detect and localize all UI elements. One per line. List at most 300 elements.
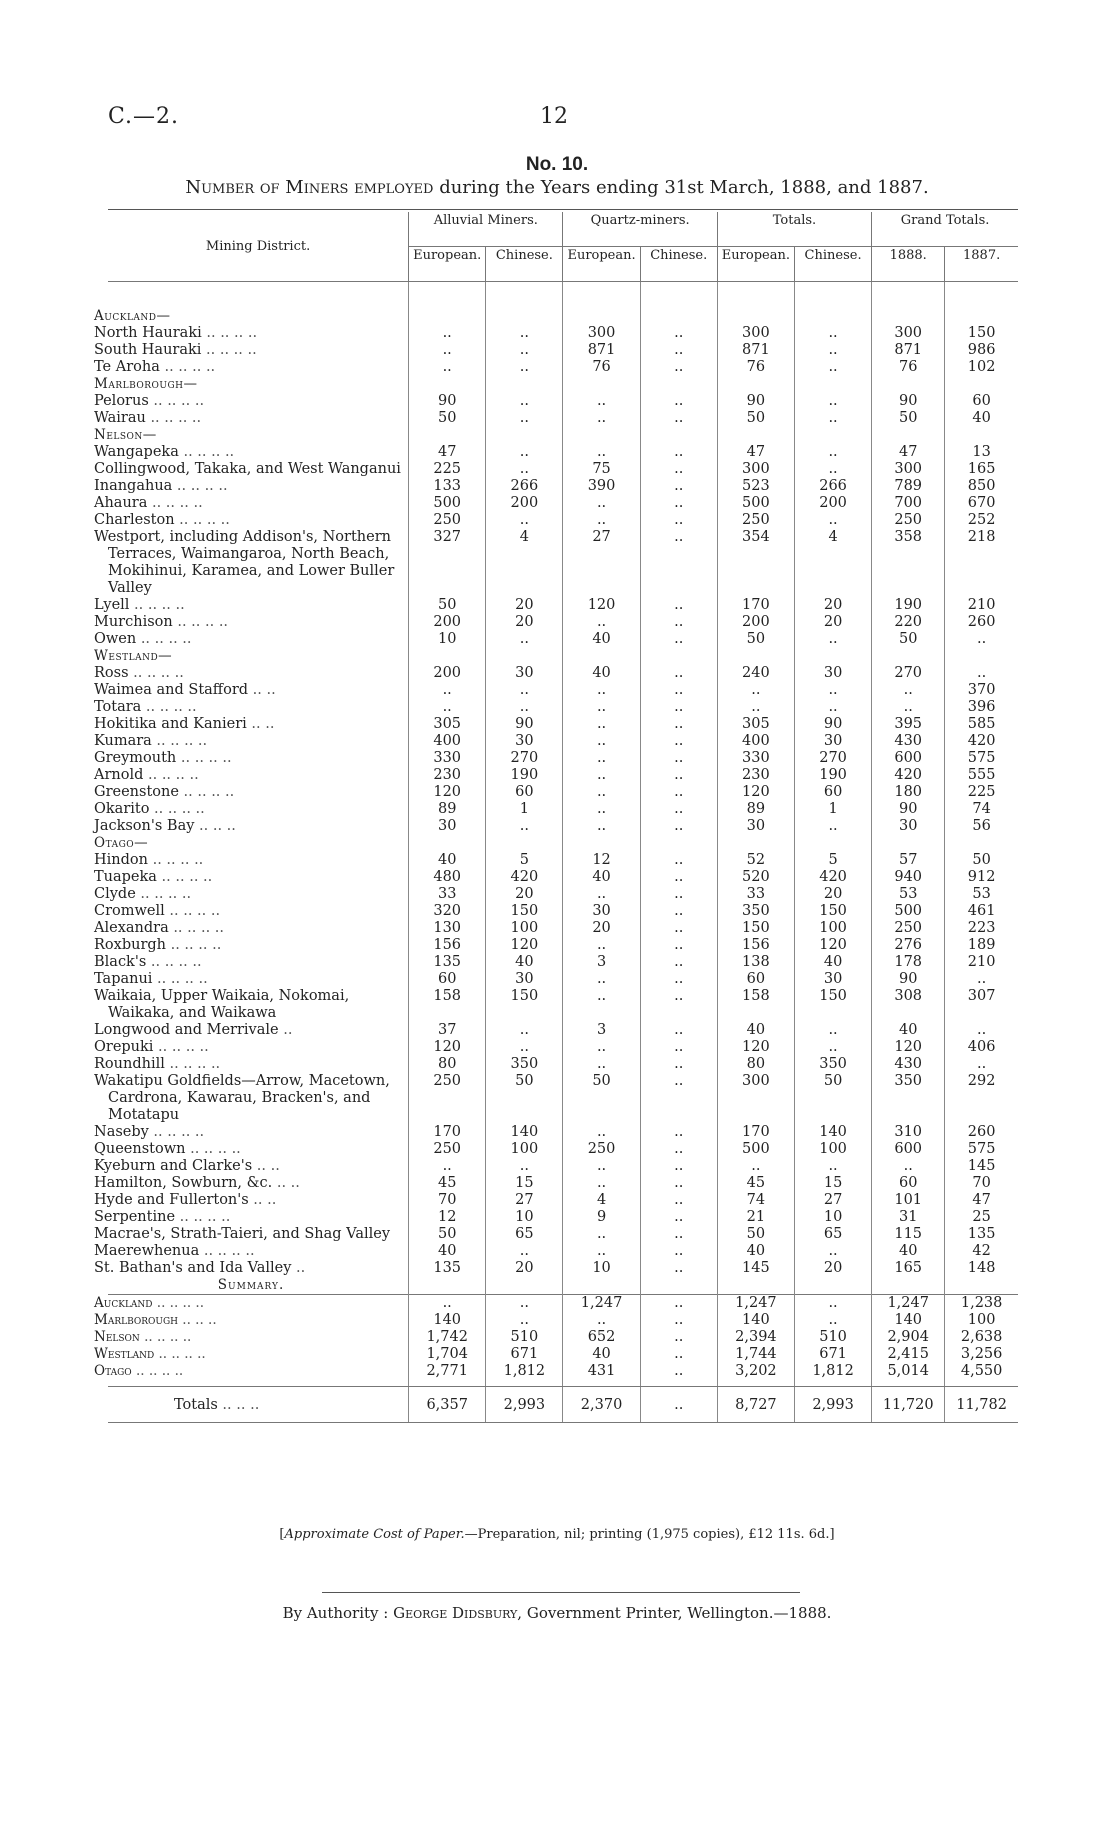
- dot-leader: .. .. .. ..: [147, 852, 204, 868]
- value-cell: ..: [640, 1260, 717, 1277]
- summary-value-cell: 1,742: [409, 1329, 486, 1346]
- district-label: [94, 1226, 409, 1243]
- value-cell: ..: [794, 1039, 871, 1056]
- value-cell: 60: [945, 393, 1018, 410]
- table-row: [108, 886, 1018, 903]
- value-cell: ..: [794, 682, 871, 699]
- dot-leader: .. .. .. ..: [136, 631, 192, 647]
- value-cell: ..: [486, 444, 563, 461]
- summary-value-cell: 510: [794, 1329, 871, 1346]
- empty-cell: [486, 835, 563, 852]
- district-name: South Hauraki: [94, 342, 202, 358]
- summary-region-name: Auckland: [94, 1295, 153, 1311]
- totals-label: [108, 1387, 409, 1423]
- district-label: [94, 614, 409, 631]
- district-name: Owen: [94, 631, 137, 647]
- value-cell: ..: [640, 359, 717, 376]
- dot-leader: .. .. .. ..: [145, 410, 202, 426]
- value-cell: ..: [486, 699, 563, 716]
- summary-value-cell: 2,415: [872, 1346, 945, 1363]
- value-cell: 65: [486, 1226, 563, 1243]
- totals-value-cell: ..: [640, 1387, 717, 1423]
- value-cell: 90: [872, 801, 945, 818]
- district-name: Greenstone: [94, 784, 179, 800]
- summary-value-cell: 652: [563, 1329, 640, 1346]
- dot-leader: .. .. .. ..: [128, 665, 184, 681]
- value-cell: 100: [794, 1141, 871, 1158]
- value-cell: 4: [794, 529, 871, 597]
- value-cell: ..: [486, 631, 563, 648]
- value-cell: 250: [872, 920, 945, 937]
- empty-cell: [640, 308, 717, 325]
- value-cell: 40: [409, 852, 486, 869]
- dot-leader: ..: [291, 1260, 306, 1276]
- value-cell: 57: [872, 852, 945, 869]
- value-cell: ..: [945, 665, 1018, 682]
- value-cell: 3: [563, 954, 640, 971]
- dot-leader: .. ..: [246, 716, 275, 732]
- value-cell: 40: [409, 1243, 486, 1260]
- value-cell: ..: [794, 410, 871, 427]
- dot-leader: .. .. .. ..: [172, 614, 229, 630]
- table-row: [108, 444, 1018, 461]
- value-cell: ..: [409, 325, 486, 342]
- district-name: Inangahua: [94, 478, 173, 494]
- value-cell: ..: [945, 631, 1018, 648]
- value-cell: 30: [794, 665, 871, 682]
- value-cell: 100: [794, 920, 871, 937]
- value-cell: 523: [717, 478, 794, 495]
- value-cell: 276: [872, 937, 945, 954]
- value-cell: 120: [717, 1039, 794, 1056]
- value-cell: 80: [409, 1056, 486, 1073]
- value-cell: ..: [794, 512, 871, 529]
- value-cell: 158: [409, 988, 486, 1022]
- value-cell: 420: [486, 869, 563, 886]
- summary-value-cell: 1,812: [794, 1363, 871, 1387]
- value-cell: 200: [486, 495, 563, 512]
- value-cell: ..: [794, 1022, 871, 1039]
- value-cell: ..: [640, 1192, 717, 1209]
- value-cell: ..: [640, 784, 717, 801]
- value-cell: ..: [409, 359, 486, 376]
- value-cell: 396: [945, 699, 1018, 716]
- header-totals: Totals.: [717, 212, 871, 247]
- value-cell: ..: [486, 461, 563, 478]
- value-cell: ..: [563, 971, 640, 988]
- value-cell: ..: [794, 1158, 871, 1175]
- table-row: [108, 1039, 1018, 1056]
- value-cell: 40: [717, 1022, 794, 1039]
- value-cell: 75: [563, 461, 640, 478]
- header-alluvial: Alluvial Miners.: [409, 212, 563, 247]
- value-cell: 270: [794, 750, 871, 767]
- value-cell: 200: [409, 665, 486, 682]
- totals-value-cell: 2,993: [794, 1387, 871, 1423]
- table-row: [108, 1192, 1018, 1209]
- table-row: [108, 1124, 1018, 1141]
- value-cell: 60: [872, 1175, 945, 1192]
- value-cell: 40: [794, 954, 871, 971]
- value-cell: ..: [640, 1022, 717, 1039]
- table-number: No. 10.: [525, 154, 589, 175]
- value-cell: 170: [717, 1124, 794, 1141]
- district-label: [94, 869, 409, 886]
- value-cell: ..: [563, 1056, 640, 1073]
- value-cell: 10: [409, 631, 486, 648]
- value-cell: ..: [409, 699, 486, 716]
- value-cell: 150: [717, 920, 794, 937]
- dot-leader: .. .. .. ..: [154, 1346, 206, 1362]
- value-cell: ..: [640, 886, 717, 903]
- summary-value-cell: 140: [872, 1312, 945, 1329]
- table-row: [108, 1243, 1018, 1260]
- value-cell: 50: [563, 1073, 640, 1124]
- value-cell: ..: [640, 699, 717, 716]
- value-cell: ..: [945, 1022, 1018, 1039]
- value-cell: 180: [872, 784, 945, 801]
- value-cell: ..: [640, 665, 717, 682]
- district-label: [94, 818, 409, 835]
- empty-cell: [486, 1277, 563, 1295]
- district-name: Longwood and Merrivale: [94, 1022, 279, 1038]
- value-cell: 500: [409, 495, 486, 512]
- summary-value-cell: ..: [640, 1312, 717, 1329]
- value-cell: 1: [794, 801, 871, 818]
- summary-value-cell: 4,550: [945, 1363, 1018, 1387]
- summary-value-cell: 1,744: [717, 1346, 794, 1363]
- empty-cell: [640, 427, 717, 444]
- value-cell: 200: [409, 614, 486, 631]
- table-row: [108, 529, 1018, 597]
- district-name: Wangapeka: [94, 444, 179, 460]
- table-row: [108, 1073, 1018, 1124]
- district-name: Maerewhenua: [94, 1243, 200, 1259]
- value-cell: 406: [945, 1039, 1018, 1056]
- value-cell: 40: [563, 665, 640, 682]
- value-cell: 50: [872, 410, 945, 427]
- value-cell: 850: [945, 478, 1018, 495]
- value-cell: 250: [717, 512, 794, 529]
- district-name: Waimea and Stafford: [94, 682, 249, 698]
- value-cell: 52: [717, 852, 794, 869]
- table-row: [108, 818, 1018, 835]
- dot-leader: .. .. .. ..: [152, 1295, 205, 1311]
- value-cell: ..: [640, 1056, 717, 1073]
- district-name: Pelorus: [94, 393, 149, 409]
- value-cell: ..: [794, 699, 871, 716]
- district-label: [94, 971, 409, 988]
- value-cell: 210: [945, 597, 1018, 614]
- value-cell: ..: [640, 1039, 717, 1056]
- spacer-cell: [486, 282, 563, 309]
- value-cell: 225: [945, 784, 1018, 801]
- summary-value-cell: 2,394: [717, 1329, 794, 1346]
- table-row: [108, 869, 1018, 886]
- empty-cell: [794, 308, 871, 325]
- summary-row: [108, 1295, 1018, 1313]
- summary-value-cell: 100: [945, 1312, 1018, 1329]
- value-cell: ..: [640, 1209, 717, 1226]
- value-cell: ..: [794, 325, 871, 342]
- empty-cell: [872, 1277, 945, 1295]
- district-name: Hamilton, Sowburn, &c.: [94, 1175, 273, 1191]
- empty-cell: [717, 427, 794, 444]
- value-cell: 30: [794, 971, 871, 988]
- value-cell: ..: [794, 1243, 871, 1260]
- value-cell: ..: [640, 1226, 717, 1243]
- district-label: [94, 937, 409, 954]
- table-row: [108, 971, 1018, 988]
- value-cell: 871: [872, 342, 945, 359]
- summary-value-cell: 2,771: [409, 1363, 486, 1387]
- footnote-text: —Preparation, nil; printing (1,975 copies), £12 11s. 6d.: [464, 1527, 830, 1542]
- district-name: Ahaura: [94, 495, 148, 511]
- value-cell: ..: [945, 971, 1018, 988]
- value-cell: 47: [872, 444, 945, 461]
- summary-value-cell: ..: [794, 1312, 871, 1329]
- value-cell: 30: [563, 903, 640, 920]
- district-label: [94, 444, 409, 461]
- dot-leader: .. .. .. ..: [151, 733, 208, 749]
- value-cell: 5: [486, 852, 563, 869]
- district-name: Tapanui: [94, 971, 153, 987]
- value-cell: 138: [717, 954, 794, 971]
- table-title-suffix: during the Years ending 31st March, 1888, and 1887.: [433, 177, 929, 198]
- district-label: [94, 682, 409, 699]
- district-name: Black's: [94, 954, 147, 970]
- value-cell: 74: [717, 1192, 794, 1209]
- value-cell: ..: [563, 767, 640, 784]
- empty-cell: [872, 648, 945, 665]
- district-label: [94, 1158, 409, 1175]
- authority-suffix: , Government Printer, Wellington.—1888.: [517, 1604, 832, 1622]
- authority-rule: [322, 1592, 800, 1593]
- value-cell: ..: [563, 682, 640, 699]
- summary-value-cell: 140: [409, 1312, 486, 1329]
- value-cell: ..: [872, 1158, 945, 1175]
- table-row: [108, 1022, 1018, 1039]
- value-cell: 260: [945, 614, 1018, 631]
- empty-cell: [563, 648, 640, 665]
- value-cell: 170: [409, 1124, 486, 1141]
- value-cell: ..: [640, 444, 717, 461]
- value-cell: ..: [640, 461, 717, 478]
- district-label: [94, 716, 409, 733]
- district-label: [94, 886, 409, 903]
- value-cell: 354: [717, 529, 794, 597]
- dot-leader: .. .. .. ..: [185, 1141, 241, 1157]
- value-cell: 250: [409, 512, 486, 529]
- empty-cell: [563, 376, 640, 393]
- value-cell: ..: [563, 1158, 640, 1175]
- value-cell: ..: [640, 954, 717, 971]
- table-row: [108, 716, 1018, 733]
- totals-row: [108, 1387, 1018, 1423]
- value-cell: 292: [945, 1073, 1018, 1124]
- district-label: [94, 597, 409, 614]
- summary-row: [108, 1312, 1018, 1329]
- value-cell: 20: [794, 614, 871, 631]
- value-cell: 300: [872, 325, 945, 342]
- district-label: [94, 1039, 409, 1056]
- value-cell: ..: [640, 988, 717, 1022]
- value-cell: ..: [640, 614, 717, 631]
- totals-value-cell: 11,782: [945, 1387, 1018, 1423]
- value-cell: ..: [640, 852, 717, 869]
- empty-cell: [945, 648, 1018, 665]
- value-cell: ..: [640, 937, 717, 954]
- value-cell: 50: [409, 597, 486, 614]
- district-name: Roxburgh: [94, 937, 166, 953]
- value-cell: ..: [640, 716, 717, 733]
- dot-leader: .. .. .. ..: [164, 1056, 221, 1072]
- value-cell: 89: [409, 801, 486, 818]
- value-cell: 200: [717, 614, 794, 631]
- value-cell: 330: [409, 750, 486, 767]
- totals-value-cell: 2,370: [563, 1387, 640, 1423]
- value-cell: 148: [945, 1260, 1018, 1277]
- value-cell: 140: [794, 1124, 871, 1141]
- table-row: [108, 325, 1018, 342]
- district-name: Totara: [94, 699, 142, 715]
- value-cell: 50: [409, 1226, 486, 1243]
- value-cell: 135: [409, 954, 486, 971]
- value-cell: ..: [563, 716, 640, 733]
- value-cell: 670: [945, 495, 1018, 512]
- header-totals-chinese: Chinese.: [794, 247, 871, 282]
- value-cell: ..: [794, 342, 871, 359]
- value-cell: 30: [717, 818, 794, 835]
- value-cell: 156: [409, 937, 486, 954]
- value-cell: 500: [717, 1141, 794, 1158]
- value-cell: 65: [794, 1226, 871, 1243]
- value-cell: ..: [640, 393, 717, 410]
- district-label: [94, 495, 409, 512]
- value-cell: 575: [945, 1141, 1018, 1158]
- empty-cell: [640, 376, 717, 393]
- empty-cell: [409, 308, 486, 325]
- summary-value-cell: ..: [794, 1295, 871, 1313]
- dot-leader: .. .. .. ..: [168, 920, 225, 936]
- value-cell: 101: [872, 1192, 945, 1209]
- value-cell: ..: [945, 1056, 1018, 1073]
- value-cell: 190: [486, 767, 563, 784]
- spacer-cell: [563, 282, 640, 309]
- value-cell: ..: [563, 444, 640, 461]
- value-cell: ..: [640, 597, 717, 614]
- dot-leader: .. .. .. ..: [164, 903, 221, 919]
- value-cell: 310: [872, 1124, 945, 1141]
- value-cell: ..: [409, 342, 486, 359]
- value-cell: 20: [486, 1260, 563, 1277]
- value-cell: ..: [563, 784, 640, 801]
- value-cell: 912: [945, 869, 1018, 886]
- value-cell: ..: [486, 818, 563, 835]
- header-grand-totals: Grand Totals.: [872, 212, 1018, 247]
- authority-printer: George Didsbury: [393, 1604, 518, 1622]
- value-cell: 266: [486, 478, 563, 495]
- empty-cell: [409, 835, 486, 852]
- value-cell: 220: [872, 614, 945, 631]
- summary-value-cell: ..: [640, 1363, 717, 1387]
- value-cell: 150: [945, 325, 1018, 342]
- value-cell: 33: [409, 886, 486, 903]
- value-cell: 350: [872, 1073, 945, 1124]
- value-cell: 20: [486, 614, 563, 631]
- value-cell: ..: [486, 359, 563, 376]
- dot-leader: .. .. .. ..: [146, 954, 202, 970]
- empty-cell: [717, 835, 794, 852]
- value-cell: 10: [563, 1260, 640, 1277]
- dot-leader: .. .. .. ..: [143, 767, 199, 783]
- district-label: [94, 1073, 409, 1124]
- district-name: Wakatipu Goldfields—Arrow, Macetown, Cardrona, Kawarau, Bracken's, and Motatapu: [94, 1073, 390, 1123]
- district-name: Orepuki: [94, 1039, 154, 1055]
- district-label: [94, 1192, 409, 1209]
- value-cell: ..: [563, 1124, 640, 1141]
- value-cell: ..: [640, 529, 717, 597]
- value-cell: 102: [945, 359, 1018, 376]
- table-row: [108, 614, 1018, 631]
- value-cell: 260: [945, 1124, 1018, 1141]
- empty-cell: [563, 308, 640, 325]
- summary-value-cell: 1,812: [486, 1363, 563, 1387]
- district-label: [94, 784, 409, 801]
- value-cell: 300: [563, 325, 640, 342]
- value-cell: 27: [486, 1192, 563, 1209]
- district-label: [94, 1260, 409, 1277]
- value-cell: 871: [563, 342, 640, 359]
- region-row: [108, 427, 1018, 444]
- authority-line: [0, 1604, 1114, 1622]
- header-quartz-european: European.: [563, 247, 640, 282]
- summary-rows: [94, 1277, 1018, 1423]
- district-label: [94, 801, 409, 818]
- value-cell: 130: [409, 920, 486, 937]
- value-cell: 4: [563, 1192, 640, 1209]
- value-cell: ..: [563, 988, 640, 1022]
- district-label: [94, 393, 409, 410]
- value-cell: 76: [872, 359, 945, 376]
- value-cell: ..: [640, 767, 717, 784]
- value-cell: ..: [563, 818, 640, 835]
- district-name: Macrae's, Strath-Taieri, and Shag Valley: [94, 1226, 391, 1242]
- table-row: [108, 393, 1018, 410]
- dot-leader: .. .. .. ..: [148, 1124, 205, 1140]
- dot-leader: .. .. .. ..: [201, 325, 258, 341]
- value-cell: 15: [794, 1175, 871, 1192]
- value-cell: 210: [945, 954, 1018, 971]
- authority-prefix: By Authority :: [282, 1604, 394, 1622]
- dot-leader: .. .. .. ..: [129, 597, 185, 613]
- empty-cell: [486, 427, 563, 444]
- value-cell: 40: [563, 631, 640, 648]
- value-cell: ..: [640, 325, 717, 342]
- summary-value-cell: 510: [486, 1329, 563, 1346]
- value-cell: ..: [794, 359, 871, 376]
- value-cell: ..: [486, 512, 563, 529]
- empty-cell: [872, 308, 945, 325]
- district-name: Jackson's Bay: [94, 818, 195, 834]
- value-cell: 395: [872, 716, 945, 733]
- value-cell: ..: [640, 495, 717, 512]
- summary-heading-row: [108, 1277, 1018, 1295]
- district-name: Wairau: [94, 410, 146, 426]
- value-cell: 223: [945, 920, 1018, 937]
- empty-cell: [640, 1277, 717, 1295]
- value-cell: 390: [563, 478, 640, 495]
